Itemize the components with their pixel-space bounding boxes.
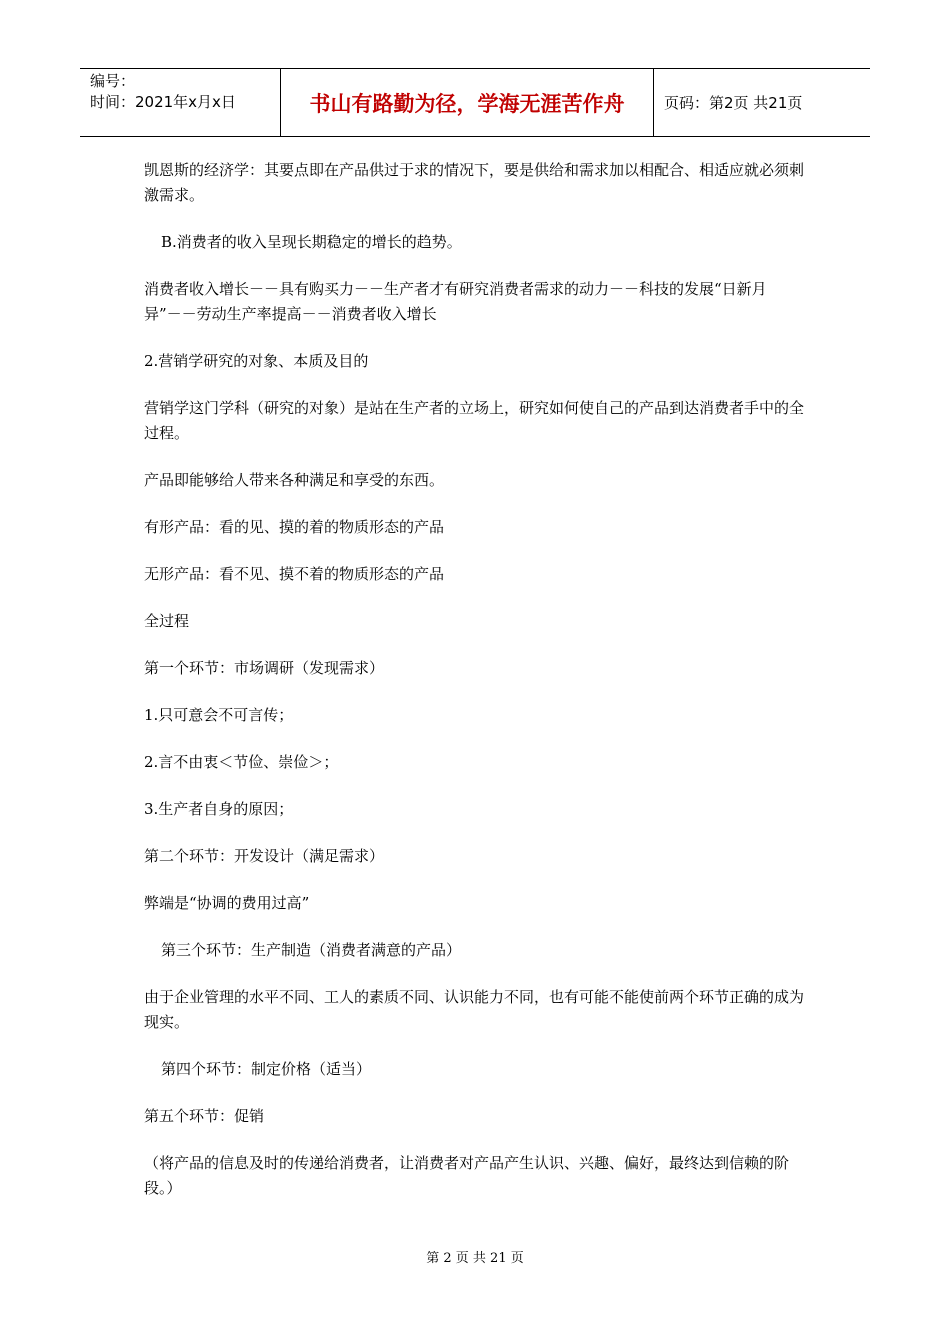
body-paragraph: 2.营销学研究的对象、本质及目的 — [144, 352, 369, 370]
body-paragraph: 第四个环节：制定价格（适当） — [161, 1060, 372, 1078]
body-paragraph: 营销学这门学科（研究的对象）是站在生产者的立场上，研究如何使自己的产品到达消费者手中的全过程。 — [144, 399, 805, 442]
header-motto: 书山有路勤为径，学海无涯苦作舟 — [281, 69, 654, 136]
body-paragraph: 1.只可意会不可言传； — [144, 706, 294, 724]
page-footer: 第 2 页 共 21 页 — [426, 1251, 524, 1266]
body-paragraph: 2.言不由衷＜节俭、崇俭＞； — [144, 753, 339, 771]
document-time-label: 时间：2021年x月x日 — [90, 93, 236, 111]
body-paragraph: 第二个环节：开发设计（满足需求） — [144, 847, 385, 865]
header-meta — [80, 69, 281, 136]
body-paragraph: 消费者收入增长－－具有购买力－－生产者才有研究消费者需求的动力－－科技的发展“日新月异”－－劳动生产率提高－－消费者收入增长 — [144, 280, 767, 323]
body-paragraph: B.消费者的收入呈现长期稳定的增长的趋势。 — [161, 233, 462, 251]
document-number-label: 编号： — [90, 72, 136, 90]
body-paragraph: 第一个环节：市场调研（发现需求） — [144, 659, 385, 677]
document-header — [80, 68, 870, 137]
document-body — [144, 158, 804, 1223]
body-paragraph: （将产品的信息及时的传递给消费者，让消费者对产品产生认识、兴趣、偏好，最终达到信赖的阶段。） — [144, 1154, 790, 1197]
body-paragraph: 有形产品：看的见、摸的着的物质形态的产品 — [144, 518, 445, 536]
body-paragraph: 第五个环节：促销 — [144, 1107, 265, 1125]
body-paragraph: 弊端是“协调的费用过高” — [144, 894, 310, 912]
body-paragraph: 无形产品：看不见、摸不着的物质形态的产品 — [144, 565, 445, 583]
body-paragraph: 凯恩斯的经济学：其要点即在产品供过于求的情况下，要是供给和需求加以相配合、相适应就必须刺激需求。 — [144, 161, 805, 204]
body-paragraph: 全过程 — [144, 612, 190, 630]
body-paragraph: 产品即能够给人带来各种满足和享受的东西。 — [144, 471, 445, 489]
body-paragraph: 由于企业管理的水平不同、工人的素质不同、认识能力不同，也有可能不能使前两个环节正确的成为现实。 — [144, 988, 805, 1031]
header-page-info: 页码：第2页 共21页 — [664, 94, 803, 112]
body-paragraph: 3.生产者自身的原因； — [144, 800, 294, 818]
body-paragraph: 第三个环节：生产制造（消费者满意的产品） — [161, 941, 462, 959]
